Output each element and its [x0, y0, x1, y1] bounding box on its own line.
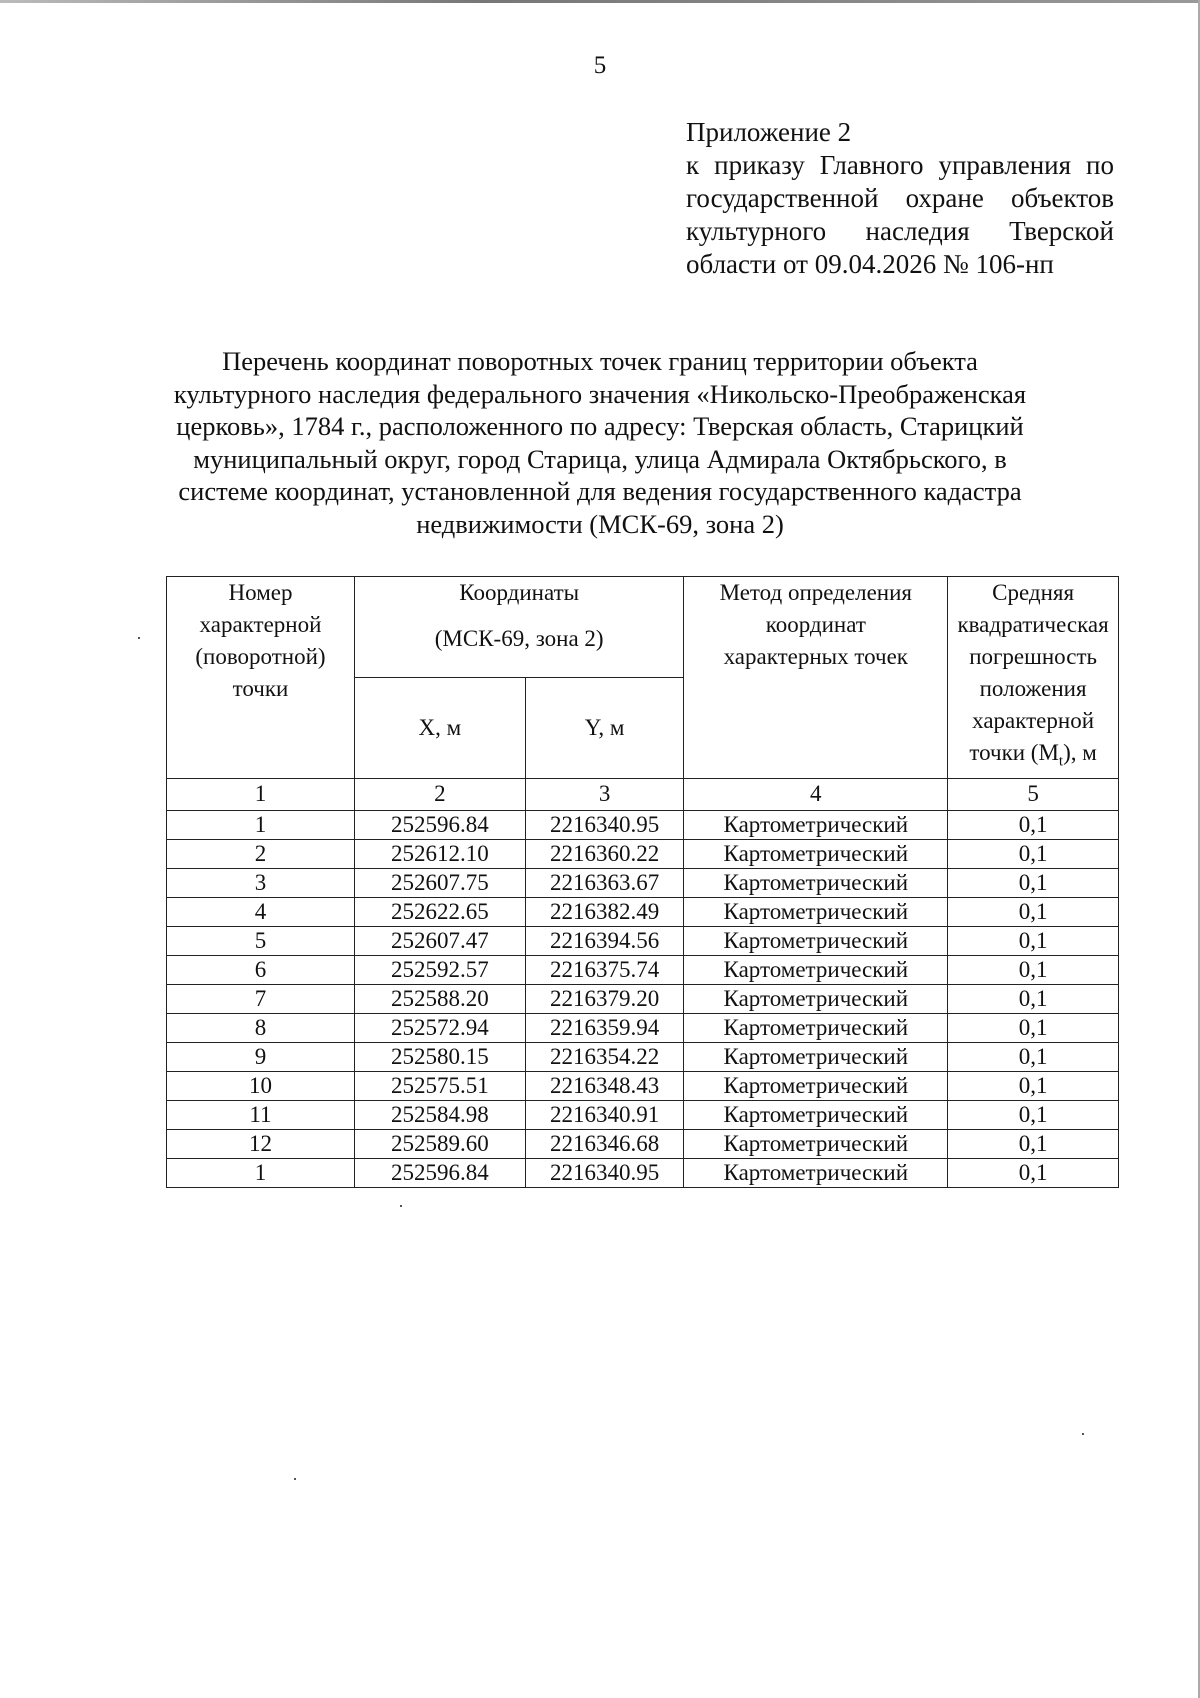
table-row	[167, 1013, 1119, 1042]
header-error-line: положения	[979, 676, 1087, 701]
cell-point: 5	[167, 926, 355, 955]
scan-speck	[400, 1205, 402, 1207]
header-error-line: Средняя	[992, 580, 1075, 605]
table-row	[167, 1042, 1119, 1071]
cell-error: 0,1	[948, 984, 1119, 1013]
cell-method: Картометрический	[684, 1071, 948, 1100]
header-point-number-line: (поворотной)	[195, 644, 326, 669]
table-row	[167, 955, 1119, 984]
title-line-5: системе координат, установленной для ведения государственного кадастра	[178, 476, 1022, 506]
cell-error: 0,1	[948, 868, 1119, 897]
header-method	[684, 577, 948, 779]
appendix-line-5: области от 09.04.2026 № 106-нп	[686, 249, 1054, 279]
table-row	[167, 868, 1119, 897]
header-coordinates-title: Координаты	[459, 580, 580, 605]
cell-point: 11	[167, 1100, 355, 1129]
table-row	[167, 926, 1119, 955]
cell-error: 0,1	[948, 1042, 1119, 1071]
cell-x: 252612.10	[354, 839, 525, 868]
column-number: 4	[684, 778, 948, 810]
cell-point: 3	[167, 868, 355, 897]
cell-x: 252572.94	[354, 1013, 525, 1042]
coordinates-table	[166, 576, 1119, 1188]
header-point-number-line: точки	[232, 676, 289, 701]
cell-x: 252592.57	[354, 955, 525, 984]
cell-point: 2	[167, 839, 355, 868]
cell-x: 252596.84	[354, 810, 525, 839]
table-row	[167, 810, 1119, 839]
cell-method: Картометрический	[684, 1042, 948, 1071]
table-body	[167, 810, 1119, 1187]
document-title	[150, 345, 1050, 540]
cell-method: Картометрический	[684, 868, 948, 897]
scan-speck	[138, 637, 140, 639]
header-error-line: погрешность	[969, 644, 1097, 669]
cell-x: 252607.47	[354, 926, 525, 955]
cell-method: Картометрический	[684, 897, 948, 926]
cell-x: 252584.98	[354, 1100, 525, 1129]
cell-y: 2216363.67	[525, 868, 684, 897]
cell-y: 2216340.95	[525, 810, 684, 839]
table-row	[167, 1129, 1119, 1158]
scan-speck	[294, 1478, 296, 1480]
title-line-6: недвижимости (МСК-69, зона 2)	[416, 508, 784, 539]
appendix-line-1: Приложение 2	[686, 117, 852, 147]
header-error-text: ), м	[1063, 740, 1097, 765]
cell-method: Картометрический	[684, 1158, 948, 1187]
cell-y: 2216340.95	[525, 1158, 684, 1187]
cell-point: 1	[167, 1158, 355, 1187]
cell-error: 0,1	[948, 839, 1119, 868]
cell-y: 2216348.43	[525, 1071, 684, 1100]
cell-x: 252589.60	[354, 1129, 525, 1158]
cell-error: 0,1	[948, 810, 1119, 839]
column-number: 2	[354, 778, 525, 810]
header-error-line	[948, 737, 1118, 778]
cell-y: 2216394.56	[525, 926, 684, 955]
header-coordinates	[354, 577, 683, 678]
appendix-line-4: культурного наследия Тверской	[686, 216, 1114, 246]
column-number: 5	[948, 778, 1119, 810]
appendix-block	[686, 116, 1114, 281]
cell-x: 252575.51	[354, 1071, 525, 1100]
cell-point: 10	[167, 1071, 355, 1100]
cell-y: 2216346.68	[525, 1129, 684, 1158]
cell-method: Картометрический	[684, 1100, 948, 1129]
cell-point: 6	[167, 955, 355, 984]
header-error-text: точки (M	[969, 740, 1059, 765]
cell-y: 2216360.22	[525, 839, 684, 868]
cell-point: 7	[167, 984, 355, 1013]
scan-speck	[1082, 1433, 1084, 1435]
cell-y: 2216375.74	[525, 955, 684, 984]
header-point-number-line: Номер	[228, 580, 293, 605]
cell-method: Картометрический	[684, 926, 948, 955]
title-line-3: церковь», 1784 г., расположенного по адресу: Тверская область, Старицкий	[176, 411, 1024, 441]
cell-point: 8	[167, 1013, 355, 1042]
scan-edge-top	[0, 0, 1200, 3]
cell-x: 252580.15	[354, 1042, 525, 1071]
cell-error: 0,1	[948, 1158, 1119, 1187]
cell-x: 252596.84	[354, 1158, 525, 1187]
header-error	[948, 577, 1119, 779]
cell-error: 0,1	[948, 1100, 1119, 1129]
cell-error: 0,1	[948, 1129, 1119, 1158]
column-number: 3	[525, 778, 684, 810]
table-row	[167, 1100, 1119, 1129]
cell-y: 2216379.20	[525, 984, 684, 1013]
header-error-line: квадратическая	[957, 612, 1109, 637]
cell-method: Картометрический	[684, 1013, 948, 1042]
page-number: 5	[593, 52, 607, 79]
header-point-number-line: характерной	[199, 612, 322, 637]
table-row	[167, 984, 1119, 1013]
cell-error: 0,1	[948, 955, 1119, 984]
cell-method: Картометрический	[684, 810, 948, 839]
cell-y: 2216382.49	[525, 897, 684, 926]
table-row	[167, 897, 1119, 926]
header-coordinates-system: (МСК-69, зона 2)	[434, 626, 604, 651]
cell-method: Картометрический	[684, 955, 948, 984]
header-method-line: координат	[765, 612, 866, 637]
cell-x: 252607.75	[354, 868, 525, 897]
cell-point: 1	[167, 810, 355, 839]
cell-x: 252588.20	[354, 984, 525, 1013]
cell-error: 0,1	[948, 897, 1119, 926]
appendix-line-3: государственной охране объектов	[686, 183, 1114, 213]
cell-point: 9	[167, 1042, 355, 1071]
header-x: X, м	[354, 677, 525, 778]
title-line-2: культурного наследия федерального значения «Никольско-Преображенская	[173, 378, 1027, 409]
table-row	[167, 839, 1119, 868]
column-number: 1	[167, 778, 355, 810]
cell-method: Картометрический	[684, 1129, 948, 1158]
cell-x: 252622.65	[354, 897, 525, 926]
cell-error: 0,1	[948, 1013, 1119, 1042]
cell-method: Картометрический	[684, 839, 948, 868]
cell-point: 4	[167, 897, 355, 926]
cell-method: Картометрический	[684, 984, 948, 1013]
appendix-line-2: к приказу Главного управления по	[686, 150, 1114, 180]
title-line-4: муниципальный округ, город Старица, улица Адмирала Октябрьского, в	[193, 443, 1007, 474]
cell-y: 2216340.91	[525, 1100, 684, 1129]
header-method-line: Метод определения	[719, 580, 912, 605]
table-row	[167, 1158, 1119, 1187]
column-number-row	[167, 778, 1119, 810]
header-error-subscript: t	[1058, 753, 1064, 770]
table-row	[167, 1071, 1119, 1100]
header-y: Y, м	[525, 677, 684, 778]
cell-y: 2216359.94	[525, 1013, 684, 1042]
cell-error: 0,1	[948, 1071, 1119, 1100]
title-line-1: Перечень координат поворотных точек границ территории объекта	[222, 346, 978, 376]
cell-y: 2216354.22	[525, 1042, 684, 1071]
header-error-line: характерной	[972, 708, 1095, 733]
cell-error: 0,1	[948, 926, 1119, 955]
header-point-number	[167, 577, 355, 779]
cell-point: 12	[167, 1129, 355, 1158]
header-method-line: характерных точек	[723, 644, 908, 669]
